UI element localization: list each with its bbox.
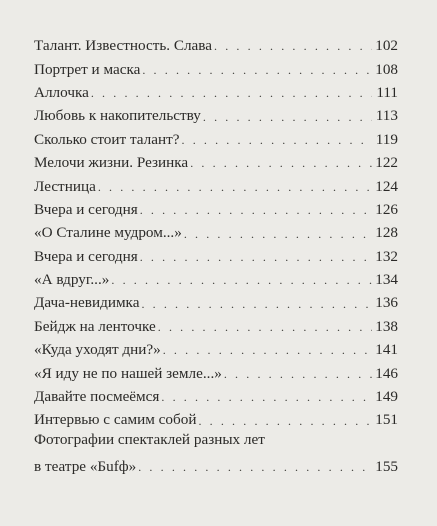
toc-entry-title: Талант. Известность. Слава — [34, 37, 213, 55]
toc-entry-page: 113 — [375, 107, 398, 125]
toc-entry — [34, 147, 398, 170]
dot-leader — [140, 251, 372, 263]
toc-entry-page: 126 — [375, 200, 398, 218]
dot-leader — [111, 274, 372, 286]
toc-entry — [34, 381, 398, 404]
toc-entry-multiline — [34, 429, 398, 476]
toc-entry-title: Портрет и маска — [34, 60, 141, 78]
dot-leader — [158, 321, 372, 333]
toc-entry — [34, 241, 398, 264]
toc-entry-page: 108 — [375, 60, 398, 78]
toc-entry-title: «А вдруг...» — [34, 271, 110, 289]
toc-entry-title: Интервью с самим собой — [34, 411, 197, 429]
table-of-contents — [34, 30, 398, 476]
dot-leader — [190, 157, 372, 169]
toc-entry — [34, 264, 398, 287]
dot-leader — [184, 228, 372, 240]
toc-entry — [34, 334, 398, 357]
toc-entry-page: 146 — [375, 364, 398, 382]
toc-entry-title: «О Сталине мудром...» — [34, 224, 182, 242]
dot-leader — [203, 111, 372, 123]
toc-entry-title-line2: в театре «Бufф» — [34, 457, 137, 475]
toc-entry-title: Сколько стоит талант? — [34, 130, 180, 148]
toc-entry-title: Бейдж на ленточке — [34, 317, 156, 335]
dot-leader — [91, 87, 372, 99]
toc-entry — [34, 30, 398, 53]
toc-entry-title: Дача-невидимка — [34, 294, 140, 312]
toc-entry — [34, 287, 398, 310]
toc-entry — [34, 170, 398, 193]
toc-entry-title-line1: Фотографии спектаклей разных лет — [34, 430, 265, 448]
toc-entry — [34, 53, 398, 76]
toc-entry — [34, 404, 398, 427]
toc-entry-page: 102 — [375, 37, 398, 55]
toc-entry-title: Лестница — [34, 177, 96, 195]
toc-entry-title: Любовь к накопительству — [34, 107, 201, 125]
dot-leader — [214, 40, 372, 52]
dot-leader — [161, 391, 372, 403]
toc-entry-title: Давайте посмеёмся — [34, 388, 160, 406]
toc-entry — [34, 77, 398, 100]
toc-entry-page: 134 — [375, 271, 398, 289]
dot-leader — [140, 204, 372, 216]
toc-entry — [34, 194, 398, 217]
toc-entry-page: 111 — [376, 83, 398, 101]
toc-entry-page: 136 — [375, 294, 398, 312]
toc-entry-page: 141 — [375, 341, 398, 359]
dot-leader — [182, 134, 373, 146]
toc-entry-page: 128 — [375, 224, 398, 242]
toc-entry-title: Мелочи жизни. Резинка — [34, 154, 189, 172]
dot-leader — [141, 298, 372, 310]
dot-leader — [98, 181, 372, 193]
dot-leader — [138, 460, 372, 475]
toc-entry-page: 122 — [375, 154, 398, 172]
toc-entry — [34, 100, 398, 123]
toc-entry-page: 132 — [375, 247, 398, 265]
dot-leader — [142, 64, 372, 76]
dot-leader — [198, 415, 372, 427]
toc-entry-title: Аллочка — [34, 83, 89, 101]
toc-entry-page: 119 — [375, 130, 398, 148]
toc-entry — [34, 311, 398, 334]
toc-entry-title: Вчера и сегодня — [34, 247, 138, 265]
dot-leader — [163, 344, 372, 356]
toc-entry-page: 151 — [375, 411, 398, 429]
toc-entry-line2 — [34, 450, 398, 476]
toc-entry — [34, 217, 398, 240]
toc-entry-title: «Куда уходят дни?» — [34, 341, 161, 359]
toc-entry-page: 124 — [375, 177, 398, 195]
toc-entry-title: Вчера и сегодня — [34, 200, 138, 218]
dot-leader — [224, 368, 372, 380]
toc-entry-page: 138 — [375, 317, 398, 335]
toc-entry-page: 149 — [375, 388, 398, 406]
toc-entry — [34, 357, 398, 380]
toc-entry-title: «Я иду не по нашей земле...» — [34, 364, 222, 382]
toc-entry — [34, 124, 398, 147]
toc-entry-page: 155 — [375, 457, 398, 475]
